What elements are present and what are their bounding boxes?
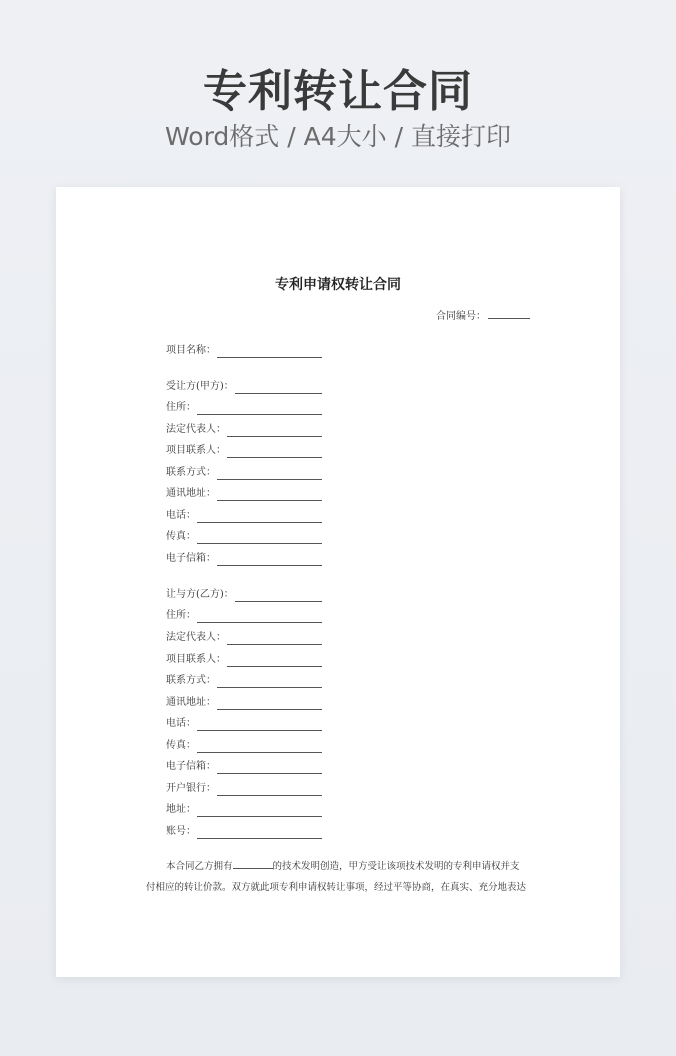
party-a-field[interactable]: [166, 466, 322, 480]
fill-in-line[interactable]: [217, 700, 322, 710]
fill-in-line[interactable]: [217, 764, 322, 774]
banner-subtitle: Word格式 / A4大小 / 直接打印: [165, 122, 511, 151]
field-label: 电话：: [166, 718, 196, 729]
paragraph-text: 的技术发明创造，甲方受让该项技术发明的专利申请权并支: [272, 861, 520, 872]
fill-in-line[interactable]: [227, 635, 322, 645]
body-paragraph-line-1: [146, 859, 530, 874]
fill-in-line[interactable]: [217, 470, 322, 480]
party-b-field[interactable]: [166, 717, 322, 731]
field-label: 项目联系人：: [166, 654, 226, 665]
document-page: [56, 187, 620, 977]
fill-in-line[interactable]: [227, 448, 322, 458]
contract-number-label: 合同编号：: [436, 311, 486, 322]
field-label: 联系方式：: [166, 675, 216, 686]
fill-in-line[interactable]: [235, 592, 322, 602]
fill-in-line[interactable]: [197, 534, 322, 544]
paragraph-text: 本合同乙方拥有: [166, 861, 233, 872]
field-label: 地址：: [166, 804, 196, 815]
fill-in-line[interactable]: [217, 348, 322, 358]
party-b-field[interactable]: [166, 653, 322, 667]
field-label: 法定代表人：: [166, 632, 226, 643]
fill-in-line[interactable]: [197, 405, 322, 415]
field-label: 法定代表人：: [166, 424, 226, 435]
field-label: 电子信箱：: [166, 553, 216, 564]
contract-number-blank[interactable]: [488, 308, 530, 319]
field-label: 项目名称：: [166, 345, 216, 356]
field-label: 住所：: [166, 402, 196, 413]
party-b-field[interactable]: [166, 696, 322, 710]
field-label: 联系方式：: [166, 467, 216, 478]
fill-in-line[interactable]: [197, 613, 322, 623]
party-b-field[interactable]: [166, 782, 322, 796]
fill-in-line[interactable]: [227, 657, 322, 667]
field-label: 开户银行：: [166, 783, 216, 794]
party-a-field[interactable]: [166, 509, 322, 523]
fill-in-line[interactable]: [235, 384, 322, 394]
party-b-field[interactable]: [166, 609, 322, 623]
field-label: 传真：: [166, 740, 196, 751]
field-label: 传真：: [166, 531, 196, 542]
project-name-field[interactable]: [166, 344, 322, 358]
party-b-heading-field[interactable]: [166, 588, 322, 602]
party-b-field[interactable]: [166, 825, 322, 839]
document-title: 专利申请权转让合同: [275, 277, 401, 293]
fill-in-line[interactable]: [197, 513, 322, 523]
field-label: 住所：: [166, 610, 196, 621]
fill-in-line[interactable]: [217, 678, 322, 688]
fill-in-line[interactable]: [227, 427, 322, 437]
field-label: 项目联系人：: [166, 445, 226, 456]
party-a-field[interactable]: [166, 444, 322, 458]
field-label: 电子信箱：: [166, 761, 216, 772]
party-a-field[interactable]: [166, 552, 322, 566]
party-a-field[interactable]: [166, 401, 322, 415]
field-label: 通讯地址：: [166, 697, 216, 708]
party-b-field[interactable]: [166, 760, 322, 774]
field-label: 受让方(甲方)：: [166, 381, 234, 392]
party-a-heading-field[interactable]: [166, 380, 322, 394]
fill-in-line[interactable]: [197, 743, 322, 753]
party-b-field[interactable]: [166, 739, 322, 753]
field-label: 让与方(乙方)：: [166, 589, 234, 600]
fill-in-line[interactable]: [217, 491, 322, 501]
inline-blank[interactable]: [233, 859, 273, 869]
party-b-field[interactable]: [166, 631, 322, 645]
field-label: 电话：: [166, 510, 196, 521]
field-label: 账号：: [166, 826, 196, 837]
fill-in-line[interactable]: [217, 556, 322, 566]
party-b-field[interactable]: [166, 674, 322, 688]
party-a-field[interactable]: [166, 423, 322, 437]
body-paragraph-line-2: 付相应的转让价款。双方就此项专利申请权转让事项，经过平等协商，在真实、充分地表达: [146, 882, 527, 893]
fill-in-line[interactable]: [197, 829, 322, 839]
fill-in-line[interactable]: [217, 786, 322, 796]
banner-title: 专利转让合同: [203, 66, 473, 117]
contract-number: [436, 308, 530, 324]
fill-in-line[interactable]: [197, 807, 322, 817]
party-a-field[interactable]: [166, 487, 322, 501]
party-b-field[interactable]: [166, 803, 322, 817]
fill-in-line[interactable]: [197, 721, 322, 731]
field-label: 通讯地址：: [166, 488, 216, 499]
party-a-field[interactable]: [166, 530, 322, 544]
